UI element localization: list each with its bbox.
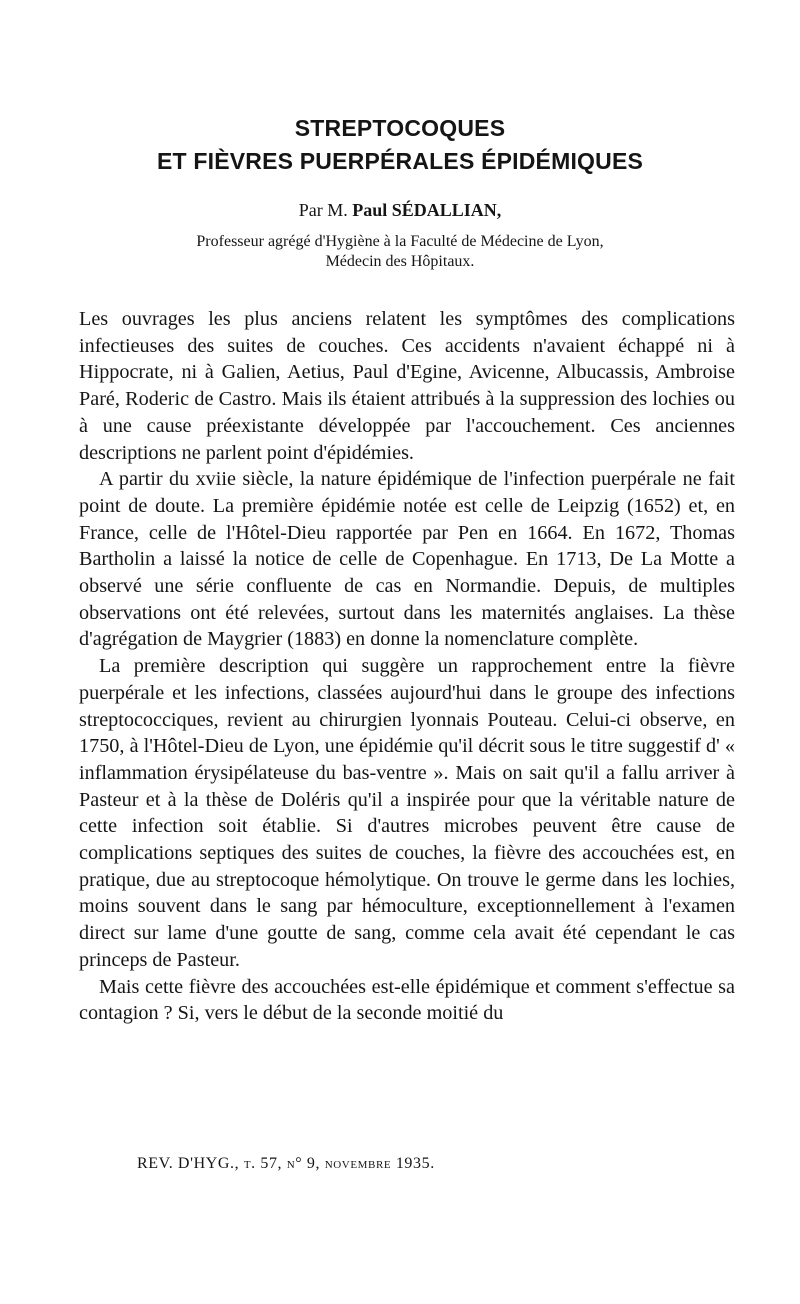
article-body bbox=[79, 306, 735, 1027]
journal-citation-footer: REV. D'HYG., t. 57, n° 9, novembre 1935. bbox=[137, 1155, 435, 1172]
paragraph: Mais cette fièvre des accouchées est-elle épidémique et comment s'effectue sa contagion ? Si, vers le début de la seconde moitié du bbox=[79, 975, 735, 1025]
paragraph: A partir du xviie siècle, la nature épidémique de l'infection puerpérale ne fait point de doute. La première épidémie notée est celle de Leipzig (1652) et, en France, celle de l'Hôtel-Dieu rapportée par Pen en 1664. En 1672, Thomas Bartholin a laissé la notice de celle de Copenhague. En 1713, De La Motte a observé une série confluente de cas en Normandie. Depuis, de multiples observations ont été relevées, surtout dans les maternités anglaises. La thèse d'agrégation de Maygrier (1883) en donne la nomenclature complète. bbox=[79, 468, 735, 651]
byline bbox=[0, 199, 800, 221]
paragraph: La première description qui suggère un rapprochement entre la fièvre puerpérale et les infections, classées aujourd'hui dans le groupe des infections streptococciques, revient au chirurgien lyonnais Pouteau. Celui-ci observe, en 1750, à l'Hôtel-Dieu de Lyon, une épidémie qu'il décrit sous le titre suggestif d' « inflammation érysipélateuse du bas-ventre ». Mais on sait qu'il a fallu arriver à Pasteur et à la thèse de Doléris qu'il a inspirée pour que la véritable nature de cette infection soit établie. Si d'autres microbes peuvent être cause de complications septiques des suites de couches, la fièvre des accouchées est, en pratique, due au streptocoque hémolytique. On trouve le germe dans les lochies, moins souvent dans le sang par hémoculture, exceptionnellement à l'examen direct sur lame d'une goutte de sang, comme cela avait été cependant le cas princeps de Pasteur. bbox=[79, 655, 735, 971]
author-affiliation-line1: Professeur agrégé d'Hygiène à la Faculté de Médecine de Lyon, bbox=[196, 233, 604, 250]
author-name: Paul SÉDALLIAN, bbox=[352, 200, 502, 220]
author-affiliation-line2: Médecin des Hôpitaux. bbox=[325, 253, 475, 270]
byline-prefix: Par M. bbox=[298, 200, 353, 220]
paragraph: Les ouvrages les plus anciens relatent les symptômes des complications infectieuses des suites de couches. Ces accidents n'avaient échappé ni à Hippocrate, ni à Galien, Aetius, Paul d'Egine, Avicenne, Albucassis, Ambroise Paré, Roderic de Castro. Mais ils étaient attribués à la suppression des lochies ou à une cause préexistante développée par l'accouchement. Ces anciennes descriptions ne parlent point d'épidémies. bbox=[79, 308, 735, 464]
article-title-line2: ET FIÈVRES PUERPÉRALES ÉPIDÉMIQUES bbox=[156, 148, 644, 174]
article-title-line1: STREPTOCOQUES bbox=[294, 115, 506, 141]
